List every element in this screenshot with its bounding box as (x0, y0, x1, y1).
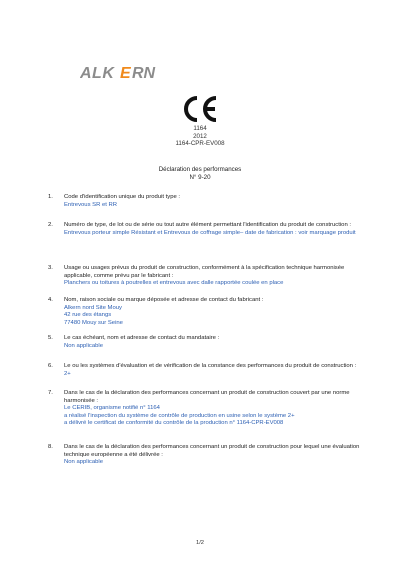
item-5 (48, 335, 370, 351)
certificate-statement: a délivré le certificat de conformité du contrôle de la production n° 1164-CPR-EV008 (64, 420, 284, 427)
declaration-title: Déclaration des performances (158, 166, 242, 173)
item-8 (48, 444, 370, 470)
item-2 (48, 222, 370, 256)
svg-text:E: E (120, 65, 131, 82)
notified-body: Le CERIB, organisme notifié n° 1164 (64, 405, 160, 412)
item-answer: Non applicable (64, 459, 103, 466)
item-answer: Entrevous porteur simple Résistant et Entrevous de coffrage simple– date de fabrication : voir marquage produit (64, 229, 356, 236)
manufacturer-city: 77480 Mouy sur Seine (64, 319, 123, 326)
item-question: Le cas échéant, nom et adresse de contact du mandataire : (64, 335, 220, 341)
item-number: 2. (48, 222, 53, 228)
ce-mark-icon (180, 95, 220, 123)
item-question: Code d'identification unique du produit type : (64, 194, 181, 200)
manufacturer-name: Alkern nord Site Mouy (64, 304, 122, 311)
ce-year: 2012 (193, 132, 207, 140)
declaration-heading (0, 166, 400, 182)
item-question: Nom, raison sociale ou marque déposée et adresse de contact du fabricant : (64, 297, 264, 303)
item-7 (48, 390, 370, 432)
item-6 (48, 363, 370, 389)
item-number: 8. (48, 444, 53, 450)
certificate-reference: 1164-CPR-EV008 (175, 140, 225, 148)
notified-body-number: 1164 (193, 125, 207, 132)
item-question: Numéro de type, de lot ou de série ou tout autre élément permettant l'identification du produit de construction : (64, 222, 351, 228)
item-answer: Entrevous SR et RR (64, 201, 118, 208)
item-question: Dans le cas de la déclaration des performances concernant un produit de construction couvert par une norme harmonisée : (64, 390, 350, 404)
item-number: 1. (48, 194, 53, 200)
item-question: Dans le cas de la déclaration des performances concernant un produit de construction pour lequel une évaluation technique européenne a été délivrée : (64, 444, 360, 458)
item-number: 4. (48, 297, 53, 303)
svg-text:ALK: ALK (80, 65, 115, 82)
item-answer: Planchers ou toitures à poutrelles et entrevous avec dalle rapportée coulée en place (64, 280, 284, 287)
item-question: Usage ou usages prévus du produit de construction, conformément à la spécification technique harmonisée applicable, comme prévu par le fabricant : (64, 265, 345, 279)
manufacturer-street: 42 rue des étangs (64, 312, 112, 319)
declaration-number: N° 9-20 (189, 173, 211, 181)
item-3 (48, 265, 370, 291)
item-number: 5. (48, 335, 53, 341)
item-number: 7. (48, 390, 53, 396)
page-number: 1/2 (195, 540, 205, 546)
svg-text:RN: RN (132, 65, 156, 82)
item-number: 3. (48, 265, 53, 271)
item-answer: 2+ (64, 370, 71, 377)
item-answer: Non applicable (64, 342, 103, 349)
item-1 (48, 194, 370, 212)
item-4 (48, 297, 370, 329)
item-question: Le ou les systèmes d'évaluation et de vérification de la constance des performances du produit de construction : (64, 363, 357, 369)
alkern-logo (80, 62, 180, 82)
item-number: 6. (48, 363, 53, 369)
alkern-logo-mark (80, 62, 180, 82)
inspection-statement: a réalisé l'inspection du système de contrôle de production en usine selon le système 2+ (64, 412, 295, 419)
ce-marking-block (150, 95, 250, 148)
